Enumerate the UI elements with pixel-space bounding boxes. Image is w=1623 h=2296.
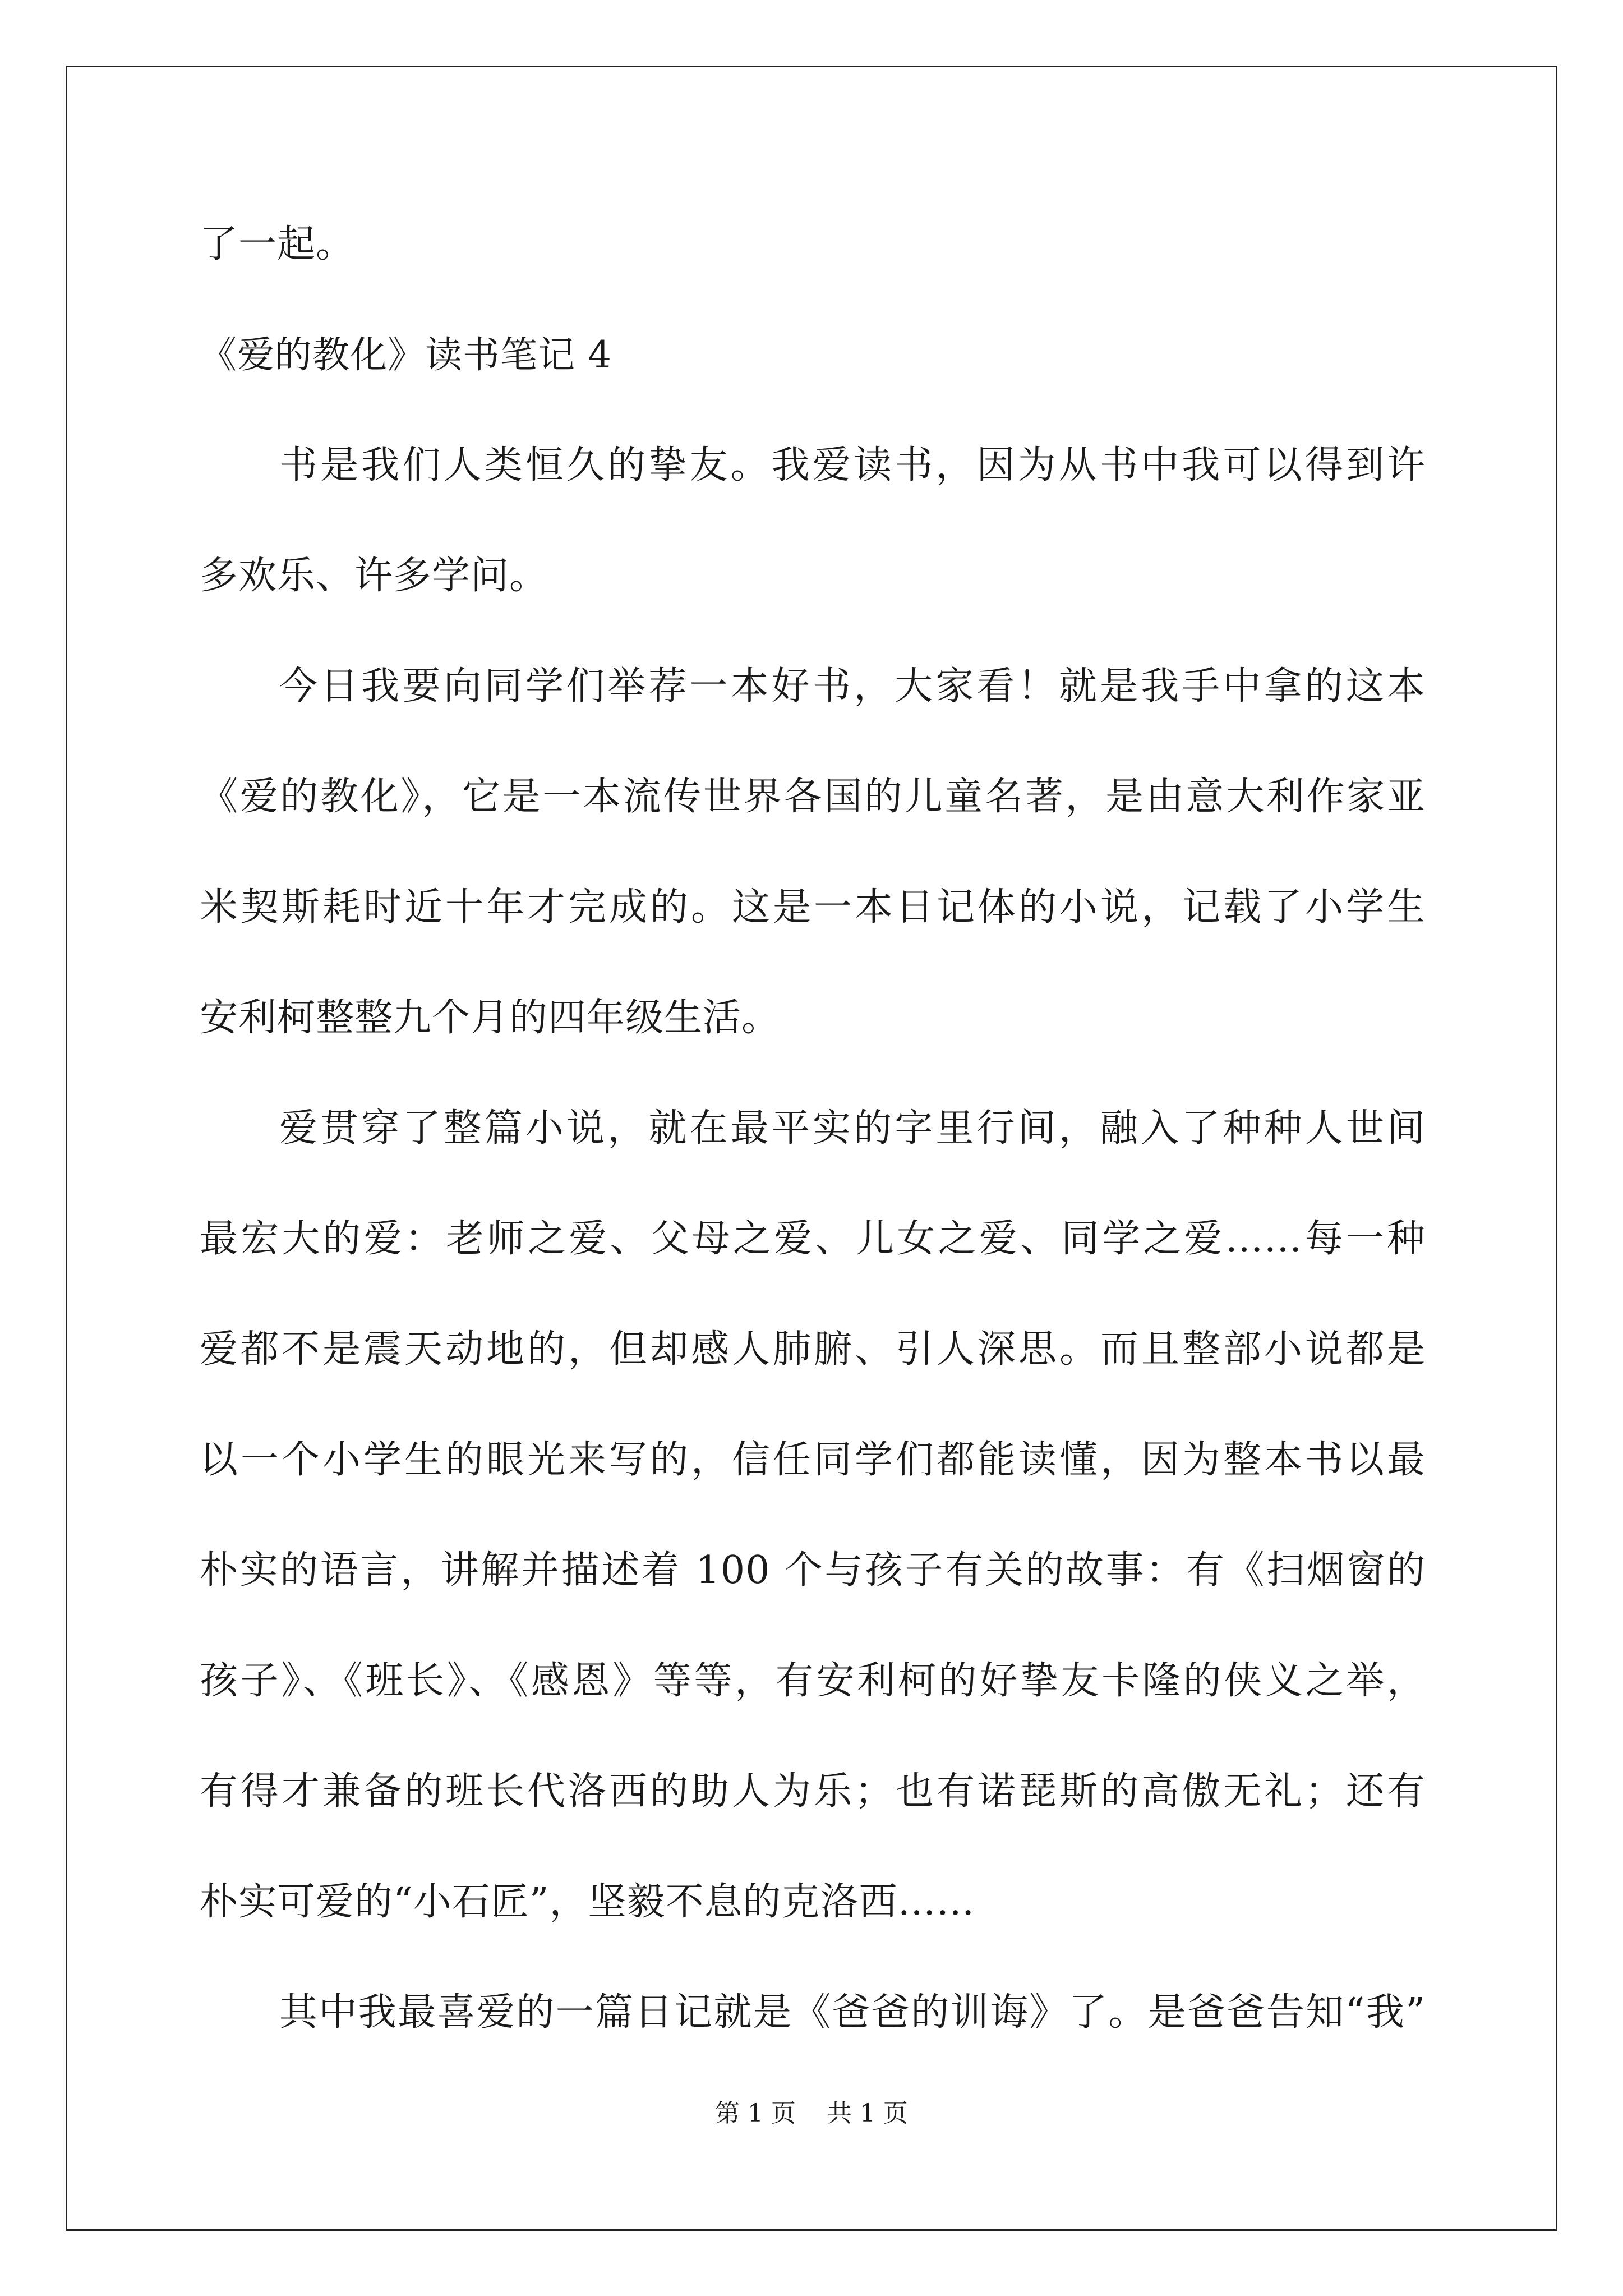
text-line: 书是我们人类恒久的挚友。我爱读书，因为从书中我可以得到许 — [279, 443, 1426, 487]
text-line: 最宏大的爱：老师之爱、父母之爱、儿女之爱、同学之爱……每一种 — [200, 1217, 1426, 1261]
text-line: 有得才兼备的班长代洛西的助人为乐；也有诺琵斯的高傲无礼；还有 — [200, 1769, 1426, 1814]
section-heading: 《爱的教化》读书笔记 4 — [200, 333, 612, 376]
document-body — [200, 212, 1426, 2091]
text-line: 爱贯穿了整篇小说，就在最平实的字里行间，融入了种种人世间 — [279, 1106, 1426, 1151]
text-line: 朴实的语言，讲解并描述着 100 个与孩子有关的故事：有《扫烟窗的 — [200, 1548, 1426, 1593]
text-line: 以一个小学生的眼光来写的，信任同学们都能读懂，因为整本书以最 — [200, 1438, 1426, 1482]
text-line: 了一起。 — [200, 222, 355, 266]
text-line: 朴实可爱的“小石匠”，坚毅不息的克洛西…… — [200, 1880, 975, 1924]
page-footer: 第 1 页 共 1 页 — [715, 2099, 908, 2128]
text-line: 其中我最喜爱的一篇日记就是《爸爸的训诲》了。是爸爸告知“我” — [279, 1990, 1426, 2035]
text-line: 安利柯整整九个月的四年级生活。 — [200, 996, 781, 1040]
text-line: 《爱的教化》，它是一本流传世界各国的儿童名著，是由意大利作家亚 — [200, 775, 1426, 819]
text-line: 孩子》、《班长》、《感恩》等等，有安利柯的好挚友卡隆的侠义之举， — [200, 1659, 1426, 1703]
text-line: 今日我要向同学们举荐一本好书，大家看！就是我手中拿的这本 — [279, 664, 1426, 708]
text-line: 爱都不是震天动地的，但却感人肺腑、引人深思。而且整部小说都是 — [200, 1327, 1426, 1372]
text-line: 多欢乐、许多学问。 — [200, 554, 548, 598]
text-line: 米契斯耗时近十年才完成的。这是一本日记体的小说，记载了小学生 — [200, 885, 1426, 930]
